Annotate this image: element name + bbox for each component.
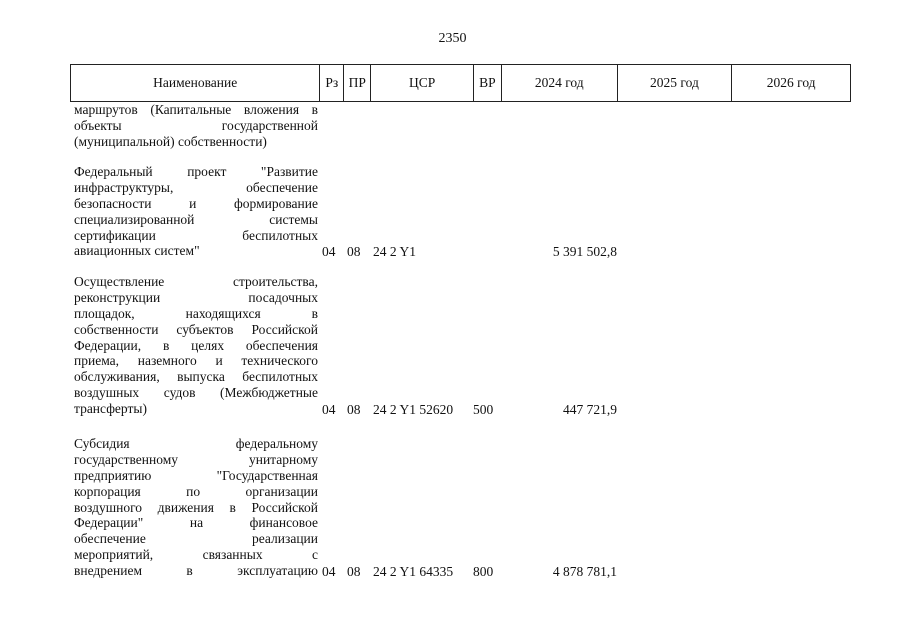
- row-csr: 24 2 Y1: [373, 244, 416, 259]
- header-2026: 2026 год: [766, 75, 816, 90]
- row-name-line: реконструкции посадочных: [74, 289, 318, 305]
- table-header: [70, 64, 851, 102]
- header-rz: Рз: [320, 65, 344, 101]
- row-name: [74, 436, 318, 579]
- row-name-line: обслуживания, выпуска беспилотных: [74, 369, 318, 385]
- row-csr: 24 2 Y1 52620: [373, 402, 454, 417]
- row-name: [74, 274, 318, 417]
- row-2024: 5 391 502,8: [552, 244, 617, 259]
- row-vr: 800: [473, 564, 494, 579]
- row-name-line: сертификации беспилотных: [74, 227, 318, 243]
- header-vr: ВР: [474, 65, 502, 101]
- row-name-line: (муниципальной) собственности): [74, 133, 267, 149]
- header-name: Наименование: [71, 65, 320, 101]
- row-name-line: инфраструктуры, обеспечение: [74, 179, 318, 195]
- row-rz: 04: [322, 564, 336, 579]
- row-name-line: государственному унитарному: [74, 451, 318, 467]
- row-name-line: авиационных систем": [74, 243, 200, 259]
- row-pr: 08: [347, 244, 361, 259]
- row-name: [74, 164, 318, 259]
- row-name-line: воздушного движения в Российской: [74, 499, 318, 515]
- row-csr: 24 2 Y1 64335: [373, 564, 454, 579]
- row-name-line: Федерации" на финансовое: [74, 515, 318, 531]
- row-2024: 447 721,9: [563, 402, 617, 417]
- row-name-line: воздушных судов (Межбюджетные: [74, 385, 318, 401]
- header-pr: ПР: [344, 65, 371, 101]
- row-name-line: площадок, находящихся в: [74, 305, 318, 321]
- row-name-line: предприятию "Государственная: [74, 467, 318, 483]
- row-name-line: маршрутов (Капитальные вложения в: [74, 102, 318, 117]
- page-number: 2350: [438, 31, 467, 46]
- row-name-line: мероприятий, связанных с: [74, 547, 318, 563]
- row-name-line: безопасности и формирование: [74, 195, 318, 211]
- row-name-line: Субсидия федеральному: [74, 436, 318, 451]
- row-name-line: Федерации, в целях обеспечения: [74, 337, 318, 353]
- header-2024: 2024 год: [502, 65, 618, 101]
- row-vr: 500: [473, 402, 494, 417]
- row-name-line: корпорация по организации: [74, 483, 318, 499]
- row-name: [74, 102, 318, 150]
- header-csr: ЦСР: [371, 65, 474, 101]
- row-pr: 08: [347, 402, 361, 417]
- row-rz: 04: [322, 244, 336, 259]
- row-name-line: собственности субъектов Российской: [74, 321, 318, 337]
- row-name-line: объекты государственной: [74, 117, 318, 133]
- row-name-line: приема, наземного и технического: [74, 353, 318, 369]
- row-2024: 4 878 781,1: [552, 564, 617, 579]
- row-name-line: внедрением в эксплуатацию: [74, 563, 318, 579]
- row-name-line: специализированной системы: [74, 211, 318, 227]
- header-2025: 2025 год: [618, 65, 733, 101]
- row-name-line: трансферты): [74, 401, 147, 417]
- row-pr: 08: [347, 564, 361, 579]
- row-name-line: Федеральный проект "Развитие: [74, 164, 318, 179]
- row-rz: 04: [322, 402, 336, 417]
- row-name-line: Осуществление строительства,: [74, 274, 318, 289]
- row-name-line: обеспечение реализации: [74, 531, 318, 547]
